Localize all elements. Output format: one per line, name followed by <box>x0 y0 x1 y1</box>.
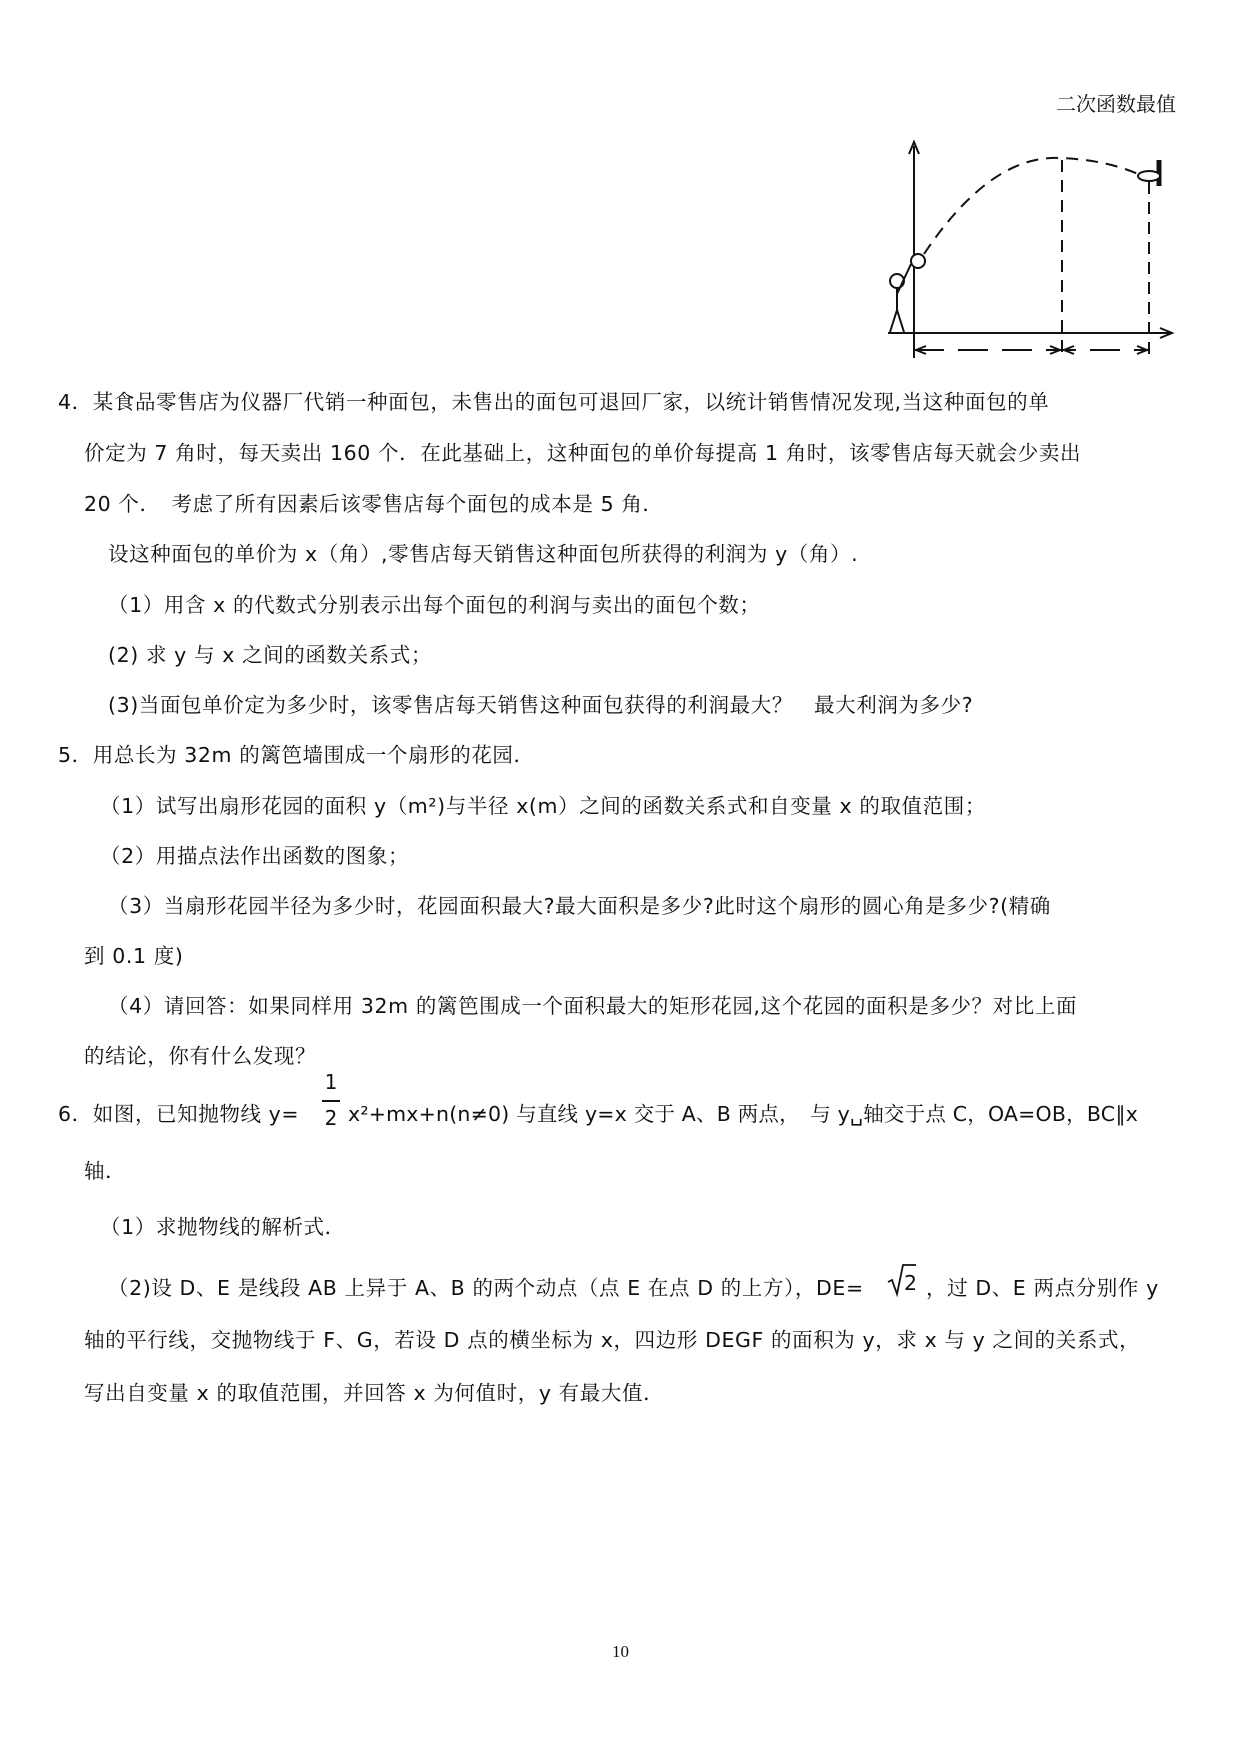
ball-trajectory <box>924 158 1138 254</box>
q4-line-4: 设这种面包的单价为 x（角）,零售店每天销售这种面包所获得的利润为 y（角）. <box>108 542 859 566</box>
q6-part-2-line-3: 写出自变量 x 的取值范围，并回答 x 为何值时，y 有最大值． <box>84 1381 665 1405</box>
q6-line-1-pre: 6．如图，已知抛物线 y= <box>58 1102 300 1126</box>
q5-part-3a: （3）当扇形花园半径为多少时，花园面积最大?最大面积是多少?此时这个扇形的圆心角是多少?(精确 <box>108 894 1051 918</box>
q6-line-1-post: x²+mx+n(n≠0) 与直线 y=x 交于 A、B 两点， 与 y␣轴交于点 C，OA=OB，BC∥x <box>348 1102 1139 1126</box>
q5-line-1: 5．用总长为 32m 的篱笆墙围成一个扇形的花园． <box>58 743 535 767</box>
fraction-denominator: 2 <box>324 1106 338 1130</box>
page-number: 10 <box>612 1642 629 1661</box>
q4-line-3: 20 个． 考虑了所有因素后该零售店每个面包的成本是 5 角． <box>84 492 664 516</box>
q4-line-2: 价定为 7 角时，每天卖出 160 个．在此基础上，这种面包的单价每提高 1 角时，该零售店每天就会少卖出 <box>84 441 1082 465</box>
ball <box>911 254 925 268</box>
q5-part-4b: 的结论，你有什么发现？ <box>84 1044 317 1068</box>
q5-part-2: （2）用描点法作出函数的图象； <box>100 844 410 868</box>
q4-part-3: (3)当面包单价定为多少时，该零售店每天销售这种面包获得的利润最大？ 最大利润为多少? <box>108 693 974 717</box>
sqrt-radicand: 2 <box>904 1271 918 1295</box>
q6-part-2-post: ，过 D、E 两点分别作 y <box>926 1276 1159 1300</box>
q5-part-4a: （4）请回答：如果同样用 32m 的篱笆围成一个面积最大的矩形花园,这个花园的面积是多少？对比上面 <box>108 994 1078 1018</box>
q4-line-1: 4．某食品零售店为仪器厂代销一种面包，未售出的面包可退回厂家，以统计销售情况发现,当这种面包的单 <box>58 390 1050 414</box>
q5-part-1: （1）试写出扇形花园的面积 y（m²)与半径 x(m）之间的函数关系式和自变量 x 的取值范围； <box>100 794 986 818</box>
q6-part-1: （1）求抛物线的解析式． <box>100 1215 346 1239</box>
fraction-bar <box>322 1100 340 1102</box>
shot-trajectory-figure <box>866 136 1176 366</box>
q6-part-2-pre: （2)设 D、E 是线段 AB 上异于 A、B 的两个动点（点 E 在点 D 的上方），DE= <box>108 1276 864 1300</box>
q6-line-2: 轴． <box>84 1159 127 1183</box>
q4-part-2: (2) 求 y 与 x 之间的函数关系式； <box>108 643 432 667</box>
q6-part-2-line-2: 轴的平行线，交抛物线于 F、G，若设 D 点的横坐标为 x，四边形 DEGF 的面积为 y，求 x 与 y 之间的关系式， <box>84 1328 1141 1352</box>
q5-part-3b: 到 0.1 度) <box>84 944 184 968</box>
player-figure <box>890 264 911 332</box>
fraction-numerator: 1 <box>324 1070 338 1094</box>
q4-part-1: （1）用含 x 的代数式分别表示出每个面包的利润与卖出的面包个数； <box>108 593 761 617</box>
page-header: 二次函数最值 <box>1056 92 1176 116</box>
